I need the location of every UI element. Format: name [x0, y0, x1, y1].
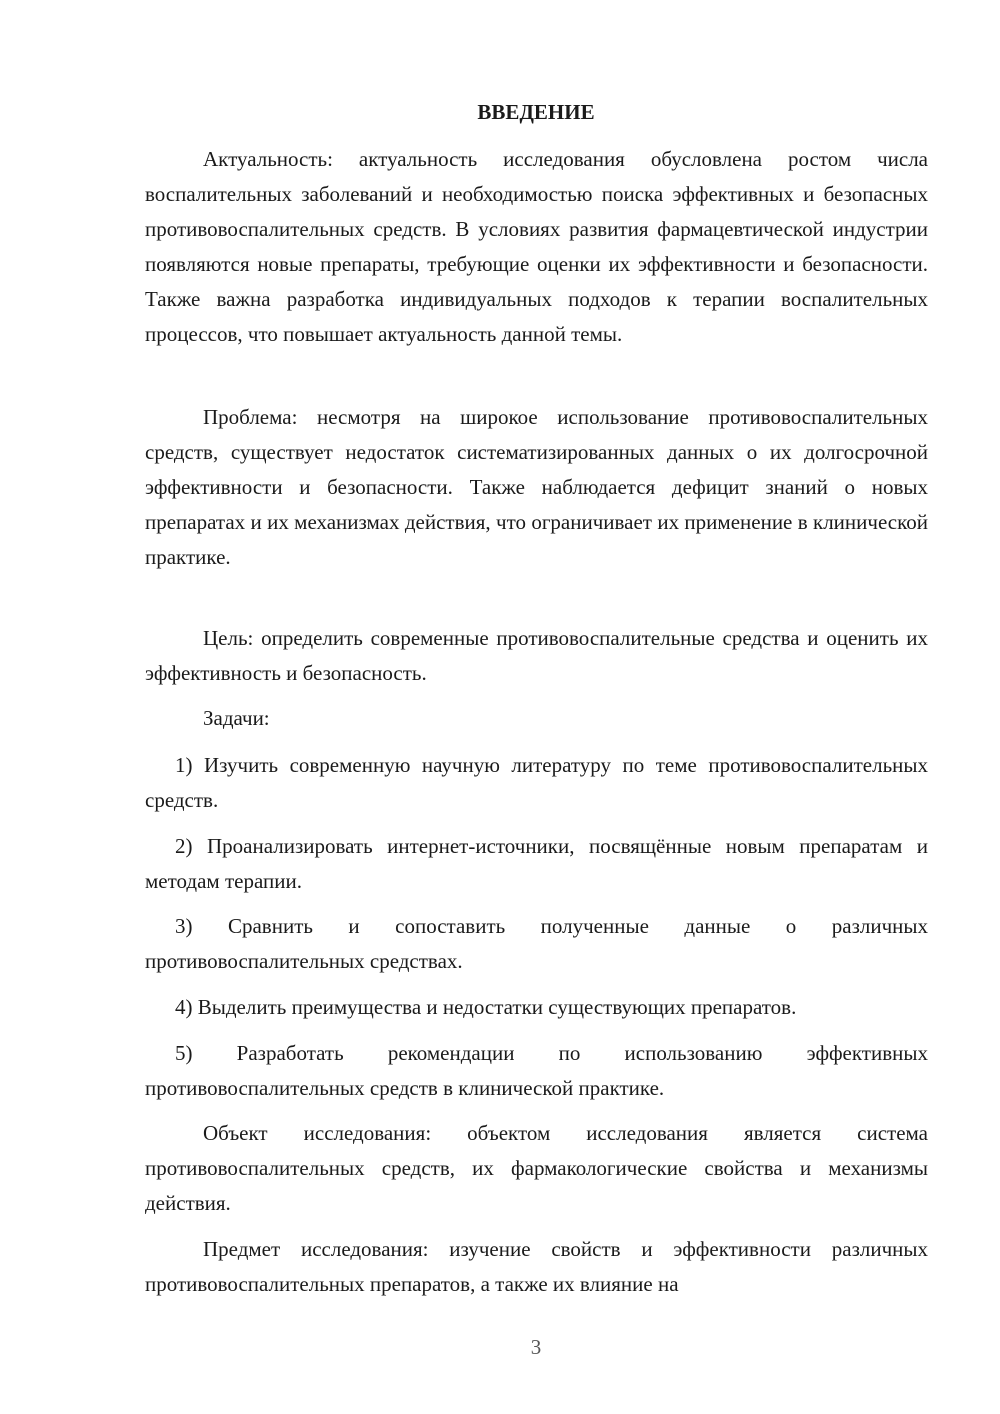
paragraph-goal: Цель: определить современные противовоспалительные средства и оценить их эффективность и безопасность. — [145, 626, 928, 685]
task-item-5: 5) Разработать рекомендации по использованию эффективных противовоспалительных средств в клинической практике. — [145, 1041, 928, 1100]
task-item-2: 2) Проанализировать интернет-источники, посвящённые новым препаратам и методам терапии. — [145, 834, 928, 893]
paragraph-object: Объект исследования: объектом исследования является система противовоспалительных средств, их фармакологические свойства и механизмы действия. — [145, 1121, 928, 1215]
paragraph-relevance: Актуальность: актуальность исследования обусловлена ростом числа воспалительных заболеваний и необходимостью поиска эффективных и безопасных противовоспалительных средств. В условиях развития фармацевтической индустрии появляются новые препараты, требующие оценки их эффективности и безопасности. Также важна разработка индивидуальных подходов к терапии воспалительных процессов, что повышает актуальность данной темы. — [145, 147, 928, 346]
task-item-3: 3) Сравнить и сопоставить полученные данные о различных противовоспалительных средствах. — [145, 914, 928, 973]
paragraph-subject: Предмет исследования: изучение свойств и эффективности различных противовоспалительных препаратов, а также их влияние на — [145, 1237, 928, 1296]
section-title: ВВЕДЕНИЕ — [477, 100, 595, 124]
paragraph-problem: Проблема: несмотря на широкое использование противовоспалительных средств, существует недостаток систематизированных данных о их долгосрочной эффективности и безопасности. Также наблюдается дефицит знаний о новых препаратах и их механизмах действия, что ограничивает их применение в клинической практике. — [145, 405, 928, 569]
paragraph-tasks-heading: Задачи: — [203, 706, 270, 730]
task-item-1: 1) Изучить современную научную литературу по теме противовоспалительных средств. — [145, 753, 928, 812]
page-number: 3 — [530, 1335, 542, 1359]
task-item-4: 4) Выделить преимущества и недостатки существующих препаратов. — [175, 995, 797, 1019]
